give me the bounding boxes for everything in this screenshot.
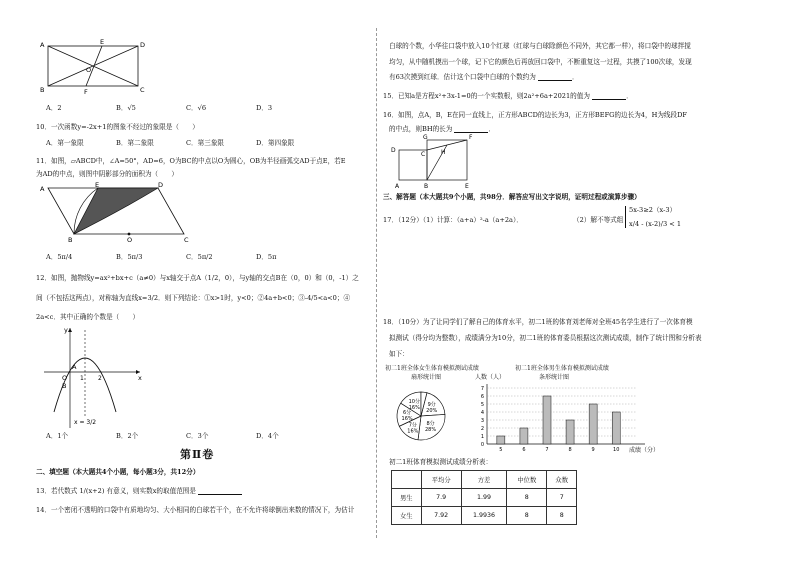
q12-option-c: C．3个: [186, 432, 209, 440]
q12-label-y: y: [64, 326, 68, 334]
q15-label: 15．已知a是方程x²+3x-1=0的一个实数根，则2a²+6a+2021的值为: [383, 92, 590, 100]
bar-x-tick: 5: [499, 447, 503, 453]
q11-label-B: B: [68, 236, 73, 244]
q14-cont-line3: 有63次摸到红球．估计这个口袋中白球的个数约为 ．: [389, 73, 579, 81]
q10-option-c: C．第三象限: [186, 139, 225, 147]
q12-option-d: D．4个: [256, 432, 279, 440]
q17-text: 17．（12分）（1）计算：（a+a）²-a（a+2a）．: [383, 216, 523, 224]
pie-chart: [393, 386, 483, 446]
table-cell: 7: [547, 489, 577, 507]
q9-label-O: O: [86, 66, 92, 74]
bar: [566, 420, 574, 444]
table-header-cell: [392, 471, 422, 489]
table-cell: 女生: [392, 507, 422, 525]
q16-label-G: G: [423, 134, 428, 141]
pie-title-line2: 扇形统计图: [411, 374, 442, 381]
bar-title-line2: 条形统计图: [539, 374, 570, 381]
q11-label-E: E: [95, 182, 100, 189]
q10-option-a: A．第一象限: [46, 139, 84, 147]
pie-slice-percent: 16%: [408, 404, 420, 411]
q9-figure: [40, 38, 150, 96]
q18-text-line2: 拟测试（得分均为整数），成绩满分为10分，初二1班的体育委员根据这次测试成绩，制作了统计图和分析表: [389, 334, 702, 342]
q9-option-b: B．√5: [116, 104, 136, 112]
table-header-row: [392, 471, 577, 489]
q14-answer-blank[interactable]: [538, 73, 572, 81]
q16-label-B: B: [424, 183, 429, 190]
pie-slice-percent: 28%: [424, 427, 437, 434]
analysis-table: [391, 470, 577, 525]
bar-chart: [475, 382, 665, 456]
q16-label-A: A: [395, 183, 400, 190]
q12-label-x: x: [138, 374, 142, 382]
q9-label-B: B: [40, 86, 45, 94]
q16-text-line1: 16．如图，点A，B，E在同一直线上，正方形ABCD的边长为3，正方形BEFG的边长为4，H为线段DF: [383, 111, 687, 119]
q16-label-D: D: [391, 147, 396, 154]
q9-option-d: D．3: [256, 104, 273, 112]
bar-y-tick: 0: [480, 442, 484, 448]
table-cell: 男生: [392, 489, 422, 507]
q17-inequality-system: [625, 206, 681, 228]
q9-label-C: C: [140, 86, 145, 94]
q17-part2: （2）解不等式组: [573, 216, 624, 224]
table-caption: 初二1班体育模拟测试成绩分析表：: [389, 458, 493, 466]
q13-label: 13．若代数式 1/(x+2) 有意义，则实数x的取值范围是: [36, 487, 196, 495]
q12-label-2: 2: [98, 375, 102, 382]
table-cell: 1.99: [461, 489, 506, 507]
table-row: [392, 489, 577, 507]
column-divider: [376, 28, 377, 538]
q14-text: 14．一个密闭不透明的口袋中有质地均匀、大小相同的白球若干个，在不允许将球倒出来数的情况下，为估计: [36, 506, 355, 514]
bar-xlabel: 成绩（分）: [629, 447, 660, 454]
q9-label-E: E: [100, 38, 105, 46]
bar-y-tick: 2: [480, 426, 484, 432]
q11-label-O: O: [127, 236, 133, 244]
q15-answer-blank[interactable]: [592, 92, 626, 100]
table-header-cell: 方差: [461, 471, 506, 489]
q17-inequality-1: 5x-3≥2（x-3）: [629, 206, 677, 214]
q16-label-E: E: [465, 183, 469, 190]
q12-axis-label: x = 3/2: [74, 419, 97, 426]
q12-figure: [40, 324, 150, 430]
q11-figure: [38, 182, 208, 244]
q12-text-line1: 12．如图，抛物线y=ax²+bx+c（a≠0）与x轴交于点A（1/2，0），与y轴的交点B在（0，0）和（0，-1）之: [36, 274, 359, 282]
pie-slice-label: 10分: [408, 398, 420, 405]
table-row: [392, 507, 577, 525]
table-header-cell: 平均分: [421, 471, 461, 489]
q11-option-b: B．5π/3: [116, 253, 143, 261]
q14-cont-line2: 均匀，从中随机摸出一个球，记下它的颜色后再放回口袋中，不断重复这一过程，共摸了100次球，发现: [389, 58, 692, 66]
pie-slice-label: 9分: [427, 402, 436, 409]
q11-option-c: C．5π/2: [186, 253, 213, 261]
solve-header: 三、解答题（本大题共9个小题，共98分．解答应写出文字说明，证明过程或演算步骤）: [383, 193, 641, 201]
q11-option-d: D．5π: [256, 253, 277, 261]
q14-cont-line1: 白球的个数，小华往口袋中放入10个红球（红球与白球除颜色不同外，其它都一样），将口袋中的球拌搅: [389, 42, 691, 50]
q11-label-D: D: [158, 182, 164, 189]
bar-y-tick: 5: [480, 402, 484, 408]
pie-slice-label: 6分: [403, 410, 412, 417]
pie-title-line1: 初二1班全体女生体育模拟测试成绩: [385, 365, 479, 372]
q10-option-d: D．第四象限: [256, 139, 295, 147]
q13-answer-blank[interactable]: [198, 487, 242, 495]
q18-text-line3: 如下：: [389, 350, 409, 358]
bar-x-tick: 9: [591, 447, 595, 453]
bar-y-tick: 3: [480, 418, 484, 424]
q17-inequality-2: x/4 - (x-2)/3 < 1: [629, 220, 682, 228]
table-cell: 7.9: [421, 489, 461, 507]
pie-slice-percent: 16%: [401, 416, 413, 423]
q12-label-A: A: [72, 363, 77, 371]
left-column: [30, 0, 375, 562]
pie-slice-percent: [421, 386, 429, 387]
pie-slice-percent: 20%: [426, 408, 438, 415]
q9-label-A: A: [40, 41, 45, 49]
q16-label-C: C: [421, 151, 426, 158]
q12-label-B: B: [62, 382, 67, 390]
bar: [497, 436, 505, 444]
q12-option-a: A．1个: [46, 432, 69, 440]
q11-label-A: A: [40, 185, 45, 193]
table-cell: 8: [547, 507, 577, 525]
q11-text-line1: 11．如图，▱ABCD中，∠A=50°，AD=6，O为BC的中点以O为圆心，OB为半径画弧交AD于点E，若E: [36, 157, 346, 165]
q16-figure: [391, 132, 481, 190]
table-cell: 8: [507, 507, 547, 525]
q11-option-a: A．5π/4: [46, 253, 73, 261]
table-header-cell: 中位数: [507, 471, 547, 489]
q9-option-c: C．√6: [186, 104, 207, 112]
q12-text-line3: 2a<c．其中正确的个数是（ ）: [36, 313, 140, 321]
bar-x-tick: 7: [545, 447, 549, 453]
q9-label-D: D: [140, 41, 146, 49]
q14-cont-line3-text: 有63次摸到红球．估计这个口袋中白球的个数约为: [389, 73, 536, 81]
q15-text: 15．已知a是方程x²+3x-1=0的一个实数根，则2a²+6a+2021的值为 ．: [383, 92, 633, 100]
q16-text-line2-label: 的中点，则BH的长为: [389, 125, 453, 133]
bar: [612, 412, 620, 444]
bar-y-tick: 1: [480, 434, 484, 440]
q16-text-line2: 的中点，则BH的长为 ．: [389, 125, 496, 133]
q18-text-line1: 18．（10分）为了让同学们了解自己的体育水平，初二1班的体育刘老师对全班45名学生进行了一次体育模: [383, 318, 693, 326]
q9-label-F: F: [84, 88, 88, 96]
q9-option-a: A．2: [46, 104, 62, 112]
table-cell: 7.92: [421, 507, 461, 525]
q11-label-C: C: [184, 236, 189, 244]
table-cell: 8: [507, 489, 547, 507]
q10-option-b: B．第二象限: [116, 139, 154, 147]
bar-x-tick: 8: [568, 447, 572, 453]
right-column: [383, 0, 763, 562]
pie-slice-percent: 16%: [407, 428, 419, 435]
table-header-cell: 众数: [547, 471, 577, 489]
pie-slice-label: 7分: [408, 422, 417, 429]
bar: [520, 428, 528, 444]
bar-y-tick: 7: [480, 386, 484, 392]
section-2-title: 第Ⅱ卷: [180, 448, 215, 461]
q16-label-F: F: [469, 134, 473, 141]
q12-label-1: 1: [80, 375, 84, 382]
table-cell: 1.9936: [461, 507, 506, 525]
bar-x-tick: 10: [613, 447, 620, 453]
bar: [543, 396, 551, 444]
q12-label-O: O: [62, 374, 68, 382]
bar-ylabel: 人数（人）: [475, 374, 506, 381]
q12-text-line2: 间（不包括这两点），对称轴为直线x=3/2．则下列结论：①x>1时，y<0；②4a+b<0；③-4/5<a<0；④: [36, 294, 351, 302]
q13-text: [36, 487, 242, 495]
q10-text: 10．一次函数y=-2x+1的图象不经过的象限是（ ）: [36, 123, 199, 131]
q11-text-line2: 为AD的中点，则图中阴影部分的面积为（ ）: [36, 170, 178, 178]
bar-x-tick: 6: [522, 447, 526, 453]
bar-y-tick: 6: [480, 394, 484, 400]
bar-y-tick: 4: [480, 410, 484, 416]
pie-slice-label: 8分: [426, 421, 435, 428]
bar-title-line1: 初二1班全体男生体育模拟测试成绩: [515, 365, 609, 372]
fill-in-header: 二、填空题（本大题共4个小题，每小题3分，共12分）: [36, 468, 200, 476]
q12-option-b: B．2个: [116, 432, 139, 440]
bar: [589, 404, 597, 444]
q16-label-H: H: [441, 149, 446, 156]
